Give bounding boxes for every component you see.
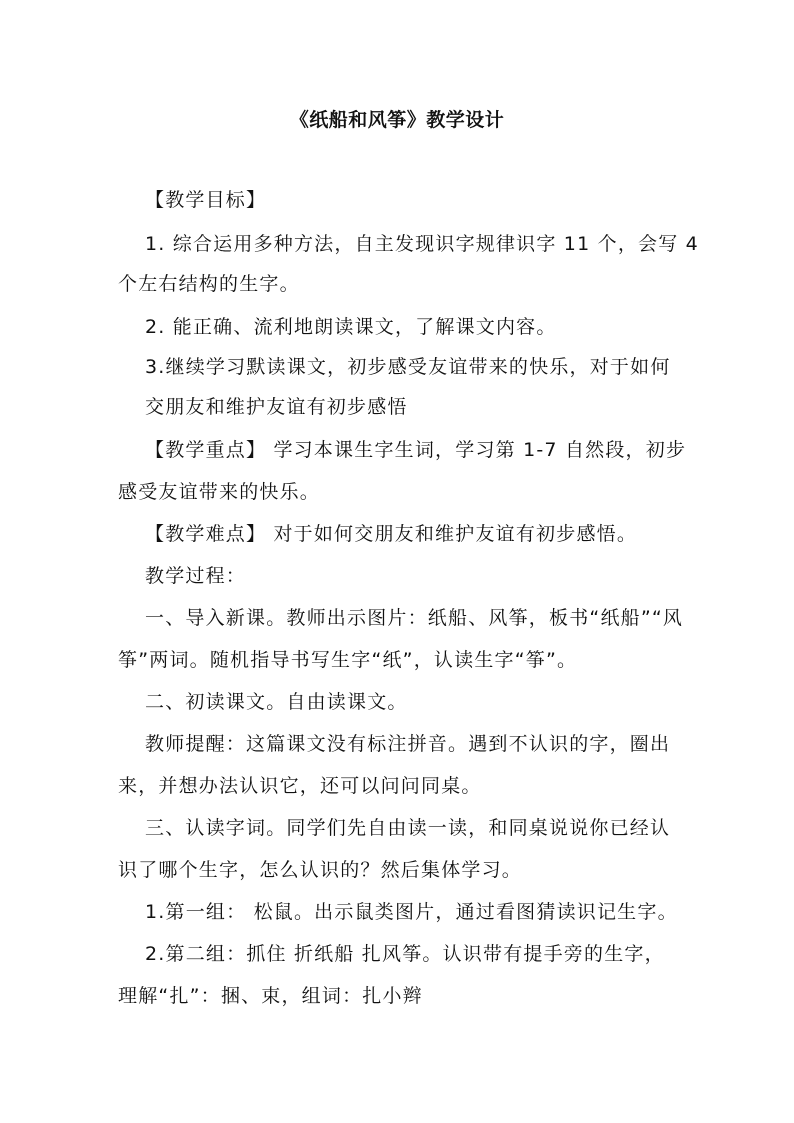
- teaching-process-heading: 教学过程：: [145, 565, 247, 587]
- teacher-reminder-line-1: 教师提醒：这篇课文没有标注拼音。遇到不认识的字，圈出: [145, 733, 671, 755]
- key-points-line-2: 感受友谊带来的快乐。: [118, 481, 321, 503]
- group-2-line-1: 2.第二组：抓住 折纸船 扎风筝。认识带有提手旁的生字，: [145, 943, 665, 965]
- section-heading-objectives: 【教学目标】: [145, 189, 267, 211]
- objective-1-line-2: 个左右结构的生字。: [118, 273, 300, 295]
- group-1: 1.第一组： 松鼠。出示鼠类图片，通过看图猜读识记生字。: [145, 901, 678, 923]
- step-2: 二、初读课文。自由读课文。: [145, 691, 408, 713]
- step-1-line-2: 筝”两词。随机指导书写生字“纸”，认读生字“筝”。: [118, 649, 578, 671]
- objective-1-line-1: 1. 综合运用多种方法，自主发现识字规律识字 11 个，会写 4: [145, 233, 699, 255]
- group-2-line-2: 理解“扎”：捆、束，组词：扎小辫: [118, 985, 423, 1007]
- step-3-line-2: 识了哪个生字，怎么认识的？然后集体学习。: [118, 859, 523, 881]
- document-title: 《纸船和风筝》教学设计: [289, 109, 505, 131]
- objective-3-line-2: 交朋友和维护友谊有初步感悟: [145, 396, 408, 418]
- key-points-line-1: 【教学重点】 学习本课生字生词，学习第 1-7 自然段，初步: [145, 439, 687, 461]
- step-3-line-1: 三、认读字词。同学们先自由读一读，和同桌说说你已经认: [145, 817, 671, 839]
- objective-2: 2. 能正确、流利地朗读课文，了解课文内容。: [145, 316, 557, 338]
- step-1-line-1: 一、导入新课。教师出示图片：纸船、风筝，板书“纸船”“风: [145, 607, 684, 629]
- objective-3-line-1: 3.继续学习默读课文，初步感受友谊带来的快乐，对于如何: [145, 356, 671, 378]
- teacher-reminder-line-2: 来，并想办法认识它，还可以问问同桌。: [118, 775, 482, 797]
- difficult-points: 【教学难点】 对于如何交朋友和维护友谊有初步感悟。: [145, 523, 638, 545]
